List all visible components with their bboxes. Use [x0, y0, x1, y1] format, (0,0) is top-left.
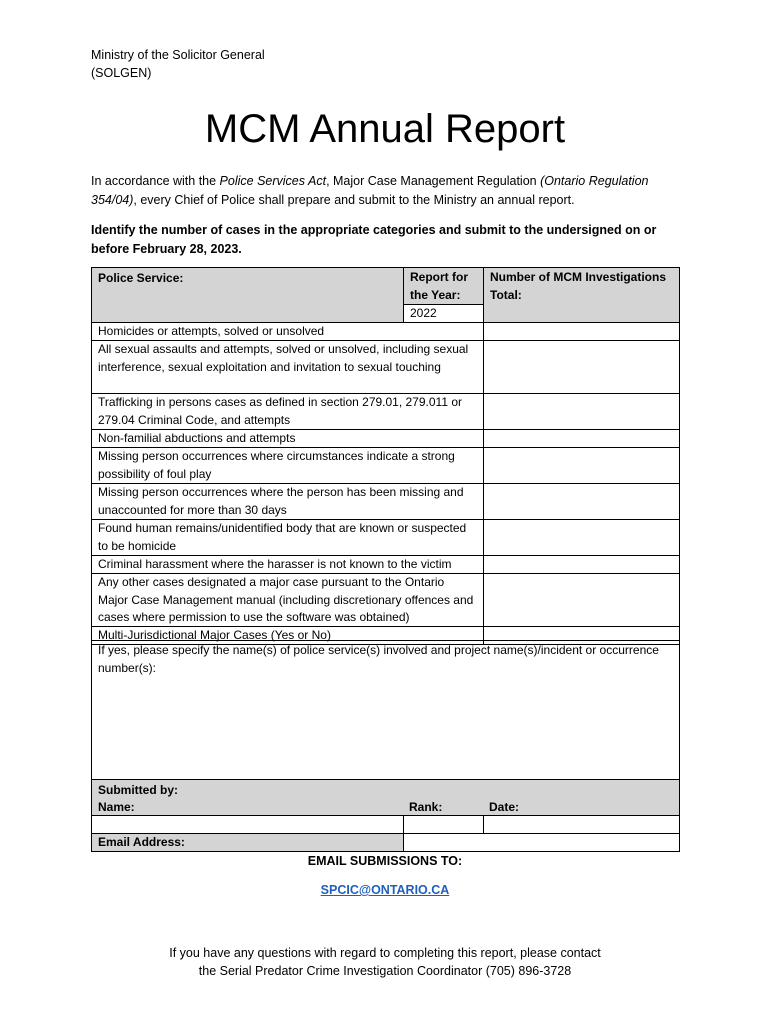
date-field[interactable]: [484, 816, 679, 833]
ministry-abbrev: (SOLGEN): [91, 66, 152, 80]
intro-text-2: , Major Case Management Regulation: [326, 174, 541, 188]
ministry-name: Ministry of the Solicitor General: [91, 48, 265, 62]
report-year-value[interactable]: 2022: [410, 306, 437, 320]
name-field[interactable]: [92, 816, 403, 833]
category-label: Trafficking in persons cases as defined in section 279.01, 279.011 or 279.04 Criminal Code, and attempts: [98, 395, 463, 427]
category-row: [91, 393, 680, 430]
category-label: Missing person occurrences where the person has been missing and unaccounted for more than 30 days: [98, 485, 464, 517]
email-link-wrap: [0, 881, 770, 899]
date-label: Date:: [489, 800, 520, 814]
category-count-field[interactable]: [484, 323, 679, 340]
footer-line-1: If you have any questions with regard to completing this report, please contact: [169, 946, 601, 960]
category-row: [91, 429, 680, 448]
category-row: [91, 573, 680, 627]
submitted-by-row: [91, 779, 680, 816]
intro-text-1: In accordance with the: [91, 174, 220, 188]
intro-paragraph: [91, 172, 681, 210]
category-count-field[interactable]: [484, 520, 679, 555]
page-title: MCM Annual Report: [204, 107, 566, 151]
details-label: If yes, please specify the name(s) of police service(s) involved and project name(s)/incident or occurrence number(s):: [98, 643, 659, 675]
category-count-field[interactable]: [484, 556, 679, 573]
category-count-field[interactable]: [484, 484, 679, 519]
submitter-input-row: [91, 815, 680, 834]
category-label: Any other cases designated a major case pursuant to the Ontario Major Case Management manual (including discretionary offences and cases where permission to use the software was obtained): [98, 575, 474, 624]
intro-act: Police Services Act: [219, 174, 327, 188]
category-count-field[interactable]: [484, 448, 679, 483]
category-row: [91, 322, 680, 341]
table-header-row: [91, 267, 680, 323]
category-row: [91, 340, 680, 394]
intro-regulation: (Ontario Regulation 354/04): [91, 174, 649, 207]
category-label: Multi-Jurisdictional Major Cases (Yes or No): [98, 628, 331, 642]
footer-line-2: the Serial Predator Crime Investigation Coordinator (705) 896-3728: [198, 964, 572, 978]
submission-email-link[interactable]: SPCIC@ONTARIO.CA: [320, 883, 450, 897]
category-row: [91, 447, 680, 484]
police-service-field[interactable]: [92, 268, 403, 322]
rank-field[interactable]: [404, 816, 483, 833]
category-count-field[interactable]: [484, 341, 679, 393]
name-label: Name:: [98, 800, 135, 814]
category-label: Found human remains/unidentified body that are known or suspected to be homicide: [98, 521, 467, 553]
email-address-row: [91, 833, 680, 852]
details-row[interactable]: [91, 640, 680, 780]
intro-text-3: , every Chief of Police shall prepare and submit to the Ministry an annual report.: [133, 193, 575, 207]
category-label: All sexual assaults and attempts, solved or unsolved, including sexual interference, sexual exploitation and invitation to sexual touching: [98, 342, 469, 374]
email-submissions-heading: EMAIL SUBMISSIONS TO:: [307, 854, 463, 868]
category-label: Missing person occurrences where circumstances indicate a strong possibility of foul play: [98, 449, 455, 481]
rank-label: Rank:: [409, 800, 443, 814]
email-address-label: Email Address:: [92, 834, 403, 851]
category-label: Homicides or attempts, solved or unsolved: [98, 324, 325, 338]
category-count-field[interactable]: [484, 574, 679, 626]
email-address-field[interactable]: [404, 834, 679, 851]
category-count-field[interactable]: [484, 430, 679, 447]
category-count-field[interactable]: [484, 394, 679, 429]
total-label: Number of MCM Investigations Total:: [484, 268, 679, 322]
instruction-text: Identify the number of cases in the appropriate categories and submit to the undersigned on or before February 28, 2023.: [91, 223, 657, 256]
submitted-by-label: Submitted by:: [98, 783, 178, 797]
category-row: [91, 483, 680, 520]
category-row: [91, 519, 680, 556]
report-year-label: Report for the Year:: [404, 268, 483, 304]
police-service-label: Police Service:: [98, 271, 184, 285]
ministry-header: [91, 46, 265, 82]
category-label: Non-familial abductions and attempts: [98, 431, 296, 445]
category-label: Criminal harassment where the harasser is not known to the victim: [98, 557, 452, 571]
category-row: [91, 555, 680, 574]
